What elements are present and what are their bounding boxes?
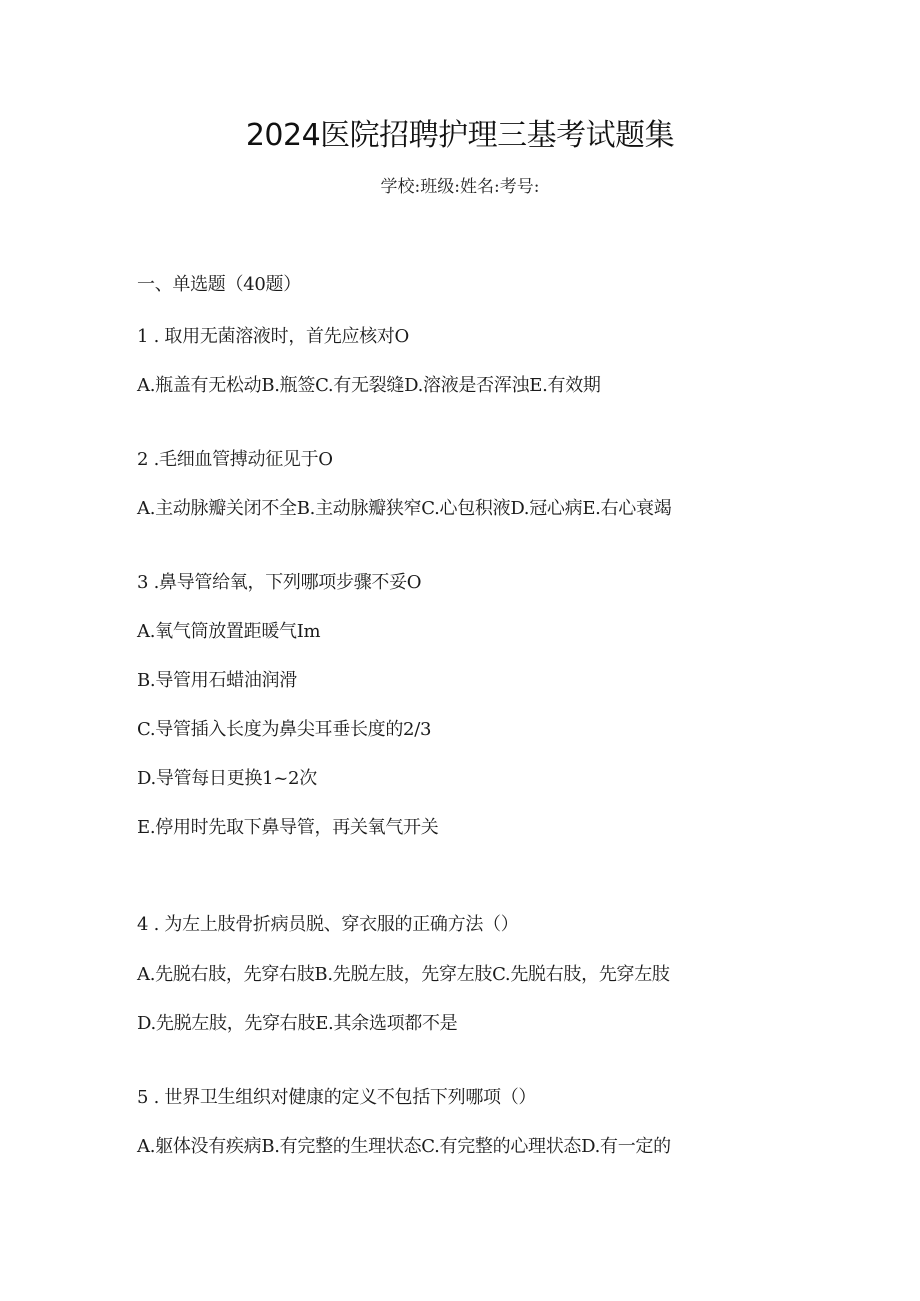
question-2-stem: 2 .毛细血管搏动征见于O (137, 449, 333, 470)
question-3-option-d: D.导管每日更换1~2次 (137, 768, 317, 789)
question-3-option-c: C.导管插入长度为鼻尖耳垂长度的2/3 (137, 719, 432, 740)
question-4-stem: 4 . 为左上肢骨折病员脱、穿衣服的正确方法（） (137, 914, 519, 935)
document-title: 2024医院招聘护理三基考试题集 (245, 118, 675, 153)
section-heading: 一、单选题（40题） (137, 274, 301, 295)
question-2-option: A.主动脉瓣关闭不全B.主动脉瓣狭窄C.心包积液D.冠心病E.右心衰竭 (137, 498, 672, 519)
question-1-option: A.瓶盖有无松动B.瓶签C.有无裂缝D.溶液是否浑浊E.有效期 (137, 375, 601, 396)
question-4-option-line-1: A.先脱右肢，先穿右肢B.先脱左肢，先穿左肢C.先脱右肢，先穿左肢 (137, 964, 670, 985)
question-3-option-a: A.氧气筒放置距暖气Im (137, 621, 321, 642)
question-5-option-line-1: A.躯体没有疾病B.有完整的生理状态C.有完整的心理状态D.有一定的 (137, 1136, 671, 1157)
question-3-option-b: B.导管用石蜡油润滑 (137, 670, 297, 691)
question-5-stem: 5 . 世界卫生组织对健康的定义不包括下列哪项（） (137, 1087, 537, 1108)
question-3-stem: 3 .鼻导管给氧，下列哪项步骤不妥O (137, 572, 422, 593)
question-3-option-e: E.停用时先取下鼻导管，再关氧气开关 (137, 817, 439, 838)
question-1-stem: 1 . 取用无菌溶液时，首先应核对O (137, 326, 409, 347)
question-4-option-line-2: D.先脱左肢，先穿右肢E.其余选项都不是 (137, 1013, 458, 1034)
document-subtitle: 学校:班级:姓名:考号: (380, 177, 540, 197)
